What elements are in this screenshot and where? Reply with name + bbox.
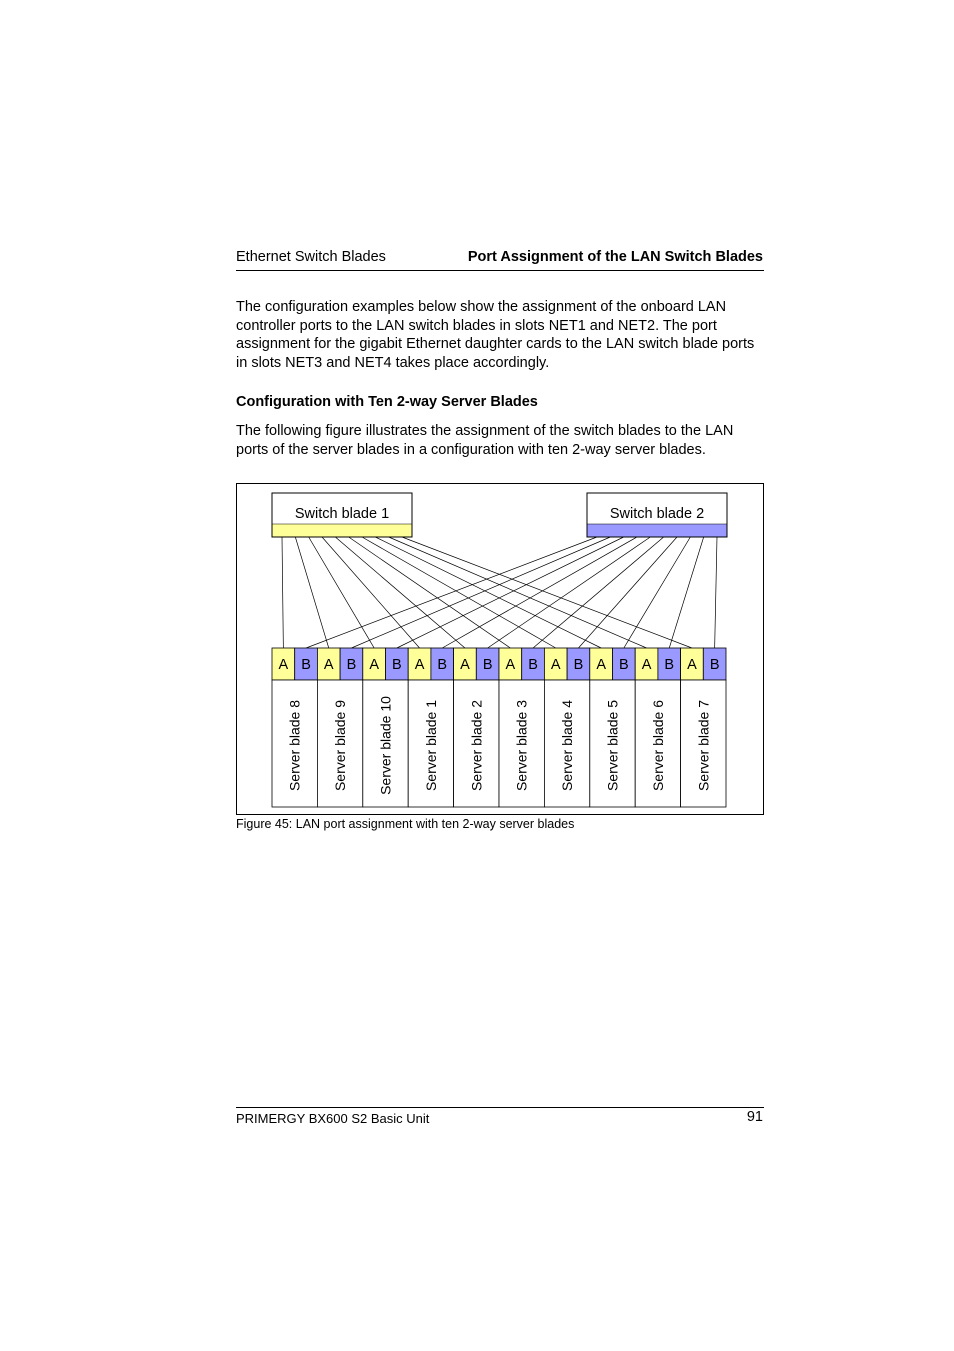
switch-blade-1	[272, 493, 412, 537]
footer-rule	[236, 1107, 764, 1108]
port-a	[635, 648, 658, 680]
port-a	[408, 648, 431, 680]
port-a	[499, 648, 522, 680]
port-a	[454, 648, 477, 680]
port-b-label: B	[664, 657, 675, 673]
port-a-label: A	[505, 657, 516, 673]
link-port-b-2	[351, 537, 610, 648]
port-a-label: A	[641, 657, 652, 673]
switch-blade-1-color-stripe	[273, 524, 412, 537]
port-b-label: B	[528, 657, 538, 673]
port-b-label: B	[346, 657, 357, 673]
link-port-b-8	[624, 537, 690, 648]
link-port-a-8	[375, 537, 601, 648]
port-a	[317, 648, 340, 680]
port-b	[295, 648, 318, 680]
lan-port-assignment-figure	[236, 483, 764, 815]
port-a-label: A	[460, 657, 470, 673]
port-b-label: B	[437, 657, 448, 673]
link-port-b-3	[397, 537, 624, 648]
server-blade	[363, 680, 408, 807]
port-a	[363, 648, 386, 680]
link-port-a-1	[282, 537, 283, 648]
port-b-label: B	[392, 657, 402, 673]
port-b	[522, 648, 545, 680]
intro-paragraph: The configuration examples below show the assignment of the onboard LAN controller ports to the LAN switch blades in slots NET1 and NET2. The port assignment for the gigabit Ethernet daughter cards to the LAN switch blade ports in slots NET3 and NET4 takes place accordingly.	[236, 299, 755, 371]
switch-blade-2	[587, 493, 727, 537]
port-b-label: B	[619, 657, 629, 673]
port-b	[658, 648, 681, 680]
port-a-label: A	[687, 657, 697, 673]
running-header-chapter: Ethernet Switch Blades	[236, 249, 386, 265]
server-blade-label: Server blade 8	[286, 699, 303, 792]
footer-product-name: PRIMERGY BX600 S2 Basic Unit	[236, 1111, 430, 1126]
link-port-a-6	[349, 537, 511, 648]
server-blade	[317, 680, 362, 807]
server-blade-label: Server blade 5	[604, 699, 621, 792]
link-port-b-1	[306, 537, 597, 648]
port-a	[590, 648, 613, 680]
port-b-label: B	[709, 657, 720, 673]
server-blade	[544, 680, 589, 807]
port-a	[681, 648, 704, 680]
server-blade-label: Server blade 9	[332, 699, 349, 792]
port-a-label: A	[323, 657, 334, 673]
running-header-section: Port Assignment of the LAN Switch Blades	[467, 249, 763, 265]
switch-blade-2-color-stripe	[588, 524, 727, 537]
link-port-a-3	[309, 537, 374, 648]
header-rule	[236, 270, 764, 271]
port-a	[544, 648, 567, 680]
server-blade	[408, 680, 453, 807]
link-port-a-4	[322, 537, 420, 648]
port-a-label: A	[278, 657, 289, 673]
server-blade	[635, 680, 680, 807]
link-port-b-5	[488, 537, 651, 648]
port-b	[613, 648, 636, 680]
server-blade-label: Server blade 3	[513, 699, 530, 792]
figure-intro-paragraph: The following figure illustrates the assignment of the switch blades to the LAN ports of the server blades in a configuration with ten 2-way server blades.	[236, 423, 734, 458]
server-blade-label: Server blade 7	[695, 699, 712, 792]
port-b-label: B	[301, 657, 311, 673]
port-b	[476, 648, 499, 680]
server-blade	[454, 680, 499, 807]
link-port-b-10	[715, 537, 717, 648]
port-a-label: A	[369, 657, 379, 673]
server-blade	[499, 680, 544, 807]
switch-blade-1-label: Switch blade 1	[294, 506, 390, 522]
port-b	[703, 648, 726, 680]
link-port-b-7	[578, 537, 677, 648]
server-blade-label: Server blade 4	[559, 699, 576, 792]
port-a-label: A	[596, 657, 606, 673]
page-number: 91	[746, 1109, 763, 1125]
server-blade-label: Server blade 2	[468, 699, 485, 792]
port-b	[386, 648, 409, 680]
port-a-label: A	[414, 657, 425, 673]
port-b	[431, 648, 454, 680]
link-port-a-2	[295, 537, 328, 648]
server-blade-label: Server blade 6	[649, 699, 666, 792]
section-heading: Configuration with Ten 2-way Server Blades	[236, 394, 538, 410]
figure-caption: Figure 45: LAN port assignment with ten 2-way server blades	[236, 817, 575, 831]
server-blade-label: Server blade 1	[422, 699, 439, 792]
server-blade	[590, 680, 635, 807]
port-b-label: B	[573, 657, 584, 673]
switch-blade-2-label: Switch blade 2	[609, 506, 705, 522]
port-assignment-diagram	[236, 483, 764, 815]
link-port-b-9	[669, 537, 703, 648]
server-blade-label: Server blade 10	[377, 696, 394, 795]
port-a-label: A	[550, 657, 561, 673]
port-a	[272, 648, 295, 680]
port-b	[340, 648, 363, 680]
port-b-label: B	[482, 657, 493, 673]
server-blade	[272, 680, 317, 807]
server-blade	[681, 680, 726, 807]
port-b	[567, 648, 590, 680]
